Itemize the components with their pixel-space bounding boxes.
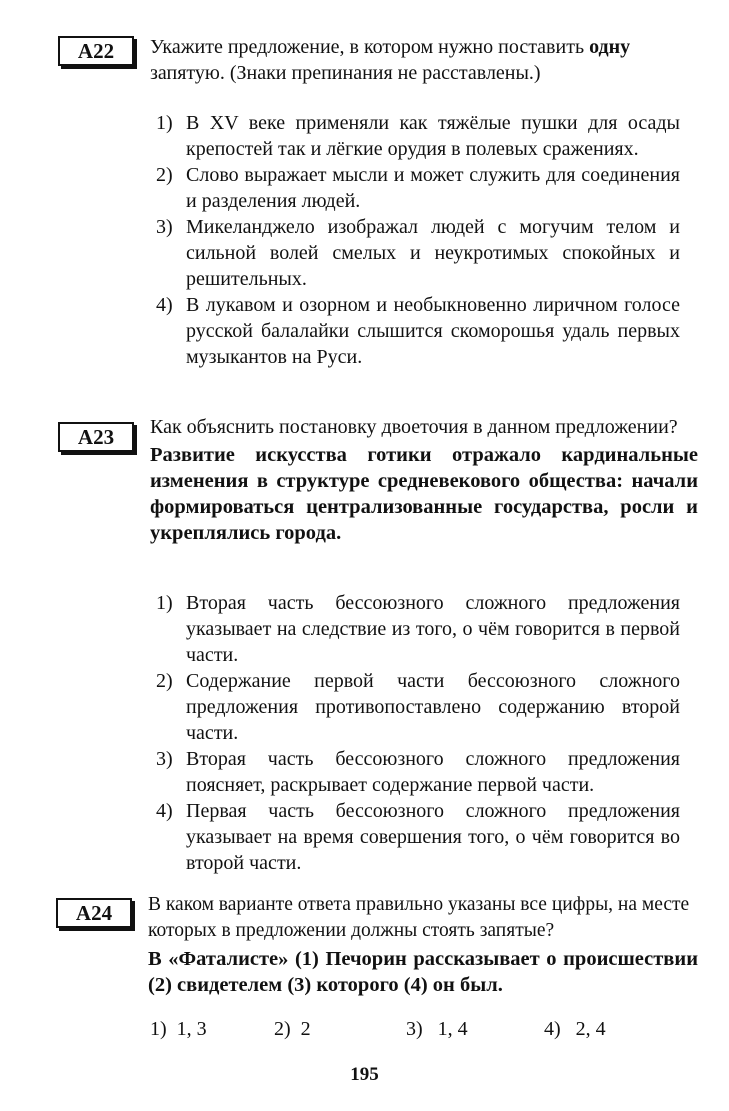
task-label-a24: А24	[56, 898, 132, 928]
question-emphasis: одну	[589, 36, 631, 58]
option-number: 4)	[156, 294, 173, 316]
question-text: Укажите предложение, в котором нужно поставить	[150, 36, 590, 58]
answer-number: 4)	[544, 1018, 561, 1040]
option-number: 2)	[156, 670, 173, 692]
option-number: 1)	[156, 592, 173, 614]
answer-text: 1, 3	[176, 1018, 207, 1040]
answer-text: 2, 4	[575, 1018, 606, 1040]
option-2	[150, 668, 680, 746]
task-a24	[148, 892, 698, 998]
option-number: 3)	[156, 216, 173, 238]
task-a23	[150, 414, 698, 546]
option-1	[150, 110, 680, 162]
option-text: Микеланджело изображал людей с могучим телом и сильной волей смелых и неукротимых спокойных и решительных.	[186, 216, 680, 290]
option-text: В лукавом и озорном и необыкновенно лиричном голосе русской балалайки слышится скоморошья удаль первых музыкантов на Руси.	[186, 294, 680, 368]
option-number: 4)	[156, 800, 173, 822]
task-a24-quote: В «Фаталисте» (1) Печорин рассказывает о происшествии (2) свидетелем (3) которого (4) он был.	[148, 948, 698, 996]
option-text: В XV веке применяли как тяжёлые пушки для осады крепостей так и лёгкие орудия в полевых сражениях.	[186, 112, 680, 160]
option-text: Слово выражает мысли и может служить для соединения и разделения людей.	[186, 164, 680, 212]
task-a23-options	[150, 590, 680, 876]
option-1	[150, 590, 680, 668]
option-4	[150, 798, 680, 876]
option-number: 2)	[156, 164, 173, 186]
page-number: 195	[350, 1064, 379, 1085]
answer-3	[406, 1016, 468, 1042]
option-text: Вторая часть бессоюзного сложного предложения указывает на следствие из того, о чём говорится в первой части.	[186, 592, 680, 666]
option-3	[150, 214, 680, 292]
answer-number: 3)	[406, 1018, 423, 1040]
task-a22-options	[150, 110, 680, 370]
answer-text: 2	[300, 1018, 311, 1040]
task-a22	[150, 34, 698, 86]
option-number: 3)	[156, 748, 173, 770]
answer-2	[274, 1016, 311, 1042]
option-number: 1)	[156, 112, 173, 134]
option-2	[150, 162, 680, 214]
question-text: запятую. (Знаки препинания не расставлены.)	[150, 62, 541, 84]
option-text: Вторая часть бессоюзного сложного предложения поясняет, раскрывает содержание первой части.	[186, 748, 680, 796]
answer-number: 2)	[274, 1018, 291, 1040]
answer-number: 1)	[150, 1018, 167, 1040]
task-a24-question: В каком варианте ответа правильно указаны все цифры, на месте которых в предложении должны стоять запятые?	[148, 894, 690, 941]
task-label-a23: А23	[58, 422, 134, 452]
answer-4	[544, 1016, 606, 1042]
task-a23-question: Как объяснить постановку двоеточия в данном предложении?	[150, 416, 678, 438]
option-text: Первая часть бессоюзного сложного предложения указывает на время совершения того, о чём говорится во второй части.	[186, 800, 680, 874]
option-text: Содержание первой части бессоюзного сложного предложения противопоставлено содержанию второй части.	[186, 670, 680, 744]
answer-1	[150, 1016, 207, 1042]
task-a23-quote: Развитие искусства готики отражало кардинальные изменения в структуре средневекового общества: начали формироваться централизованные государства, росли и укреплялись города.	[150, 444, 698, 544]
task-a22-question	[150, 34, 698, 86]
task-label-a22: А22	[58, 36, 134, 66]
answer-text: 1, 4	[437, 1018, 468, 1040]
option-4	[150, 292, 680, 370]
option-3	[150, 746, 680, 798]
